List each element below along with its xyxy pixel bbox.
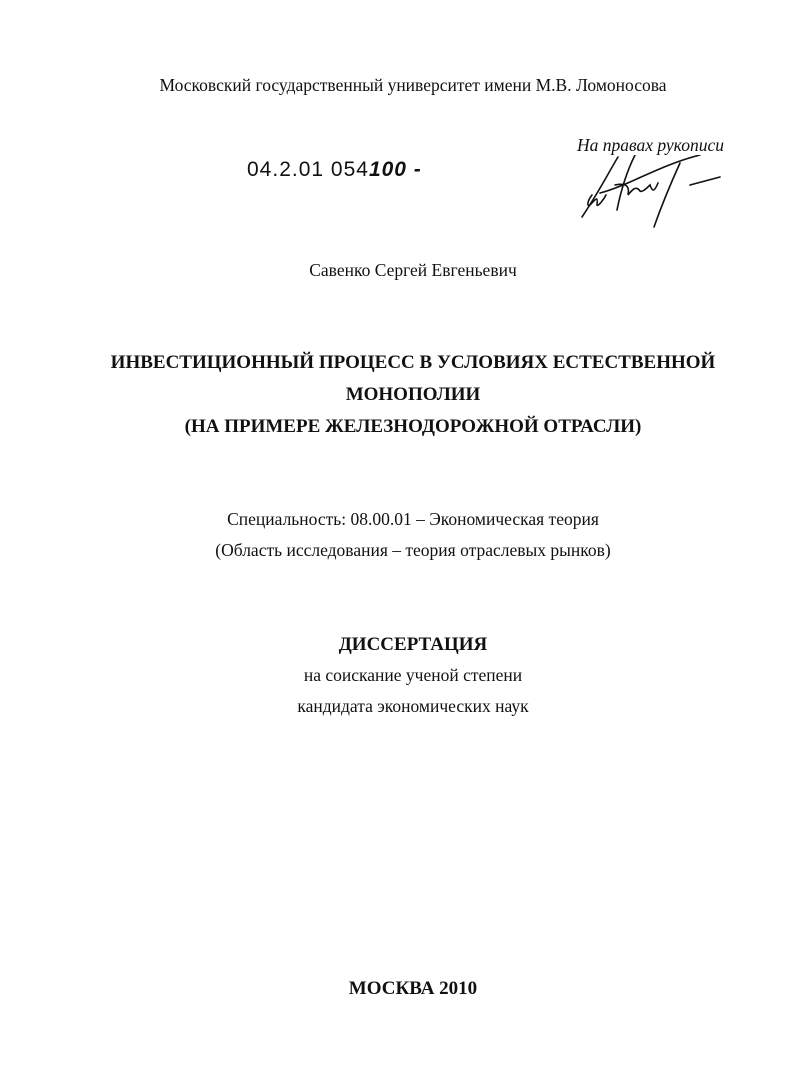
stamp-number: 04.2.01 054 (247, 158, 369, 181)
stamp-number-suffix: 100 - (368, 158, 422, 181)
city-year: МОСКВА 2010 (348, 978, 478, 999)
document-type-heading: ДИССЕРТАЦИЯ (338, 634, 488, 655)
author-name: Савенко Сергей Евгеньевич (309, 260, 517, 280)
title-line-1: ИНВЕСТИЦИОННЫЙ ПРОЦЕСС В УСЛОВИЯХ ЕСТЕСТВЕННОЙ (110, 352, 716, 373)
title-line-3: (НА ПРИМЕРЕ ЖЕЛЕЗНОДОРОЖНОЙ ОТРАСЛИ) (184, 416, 642, 437)
manuscript-note: На правах рукописи (577, 135, 724, 155)
signature (570, 155, 730, 230)
specialty-line-2: (Область исследования – теория отраслевых рынков) (215, 540, 611, 560)
degree-line-2: кандидата экономических наук (297, 696, 529, 716)
degree-line-1: на соискание ученой степени (303, 665, 523, 685)
title-line-2: МОНОПОЛИИ (345, 384, 481, 405)
specialty-line-1: Специальность: 08.00.01 – Экономическая теория (227, 509, 599, 529)
registration-stamp (247, 158, 422, 182)
university-name: Московский государственный университет имени М.В. Ломоносова (159, 75, 667, 95)
